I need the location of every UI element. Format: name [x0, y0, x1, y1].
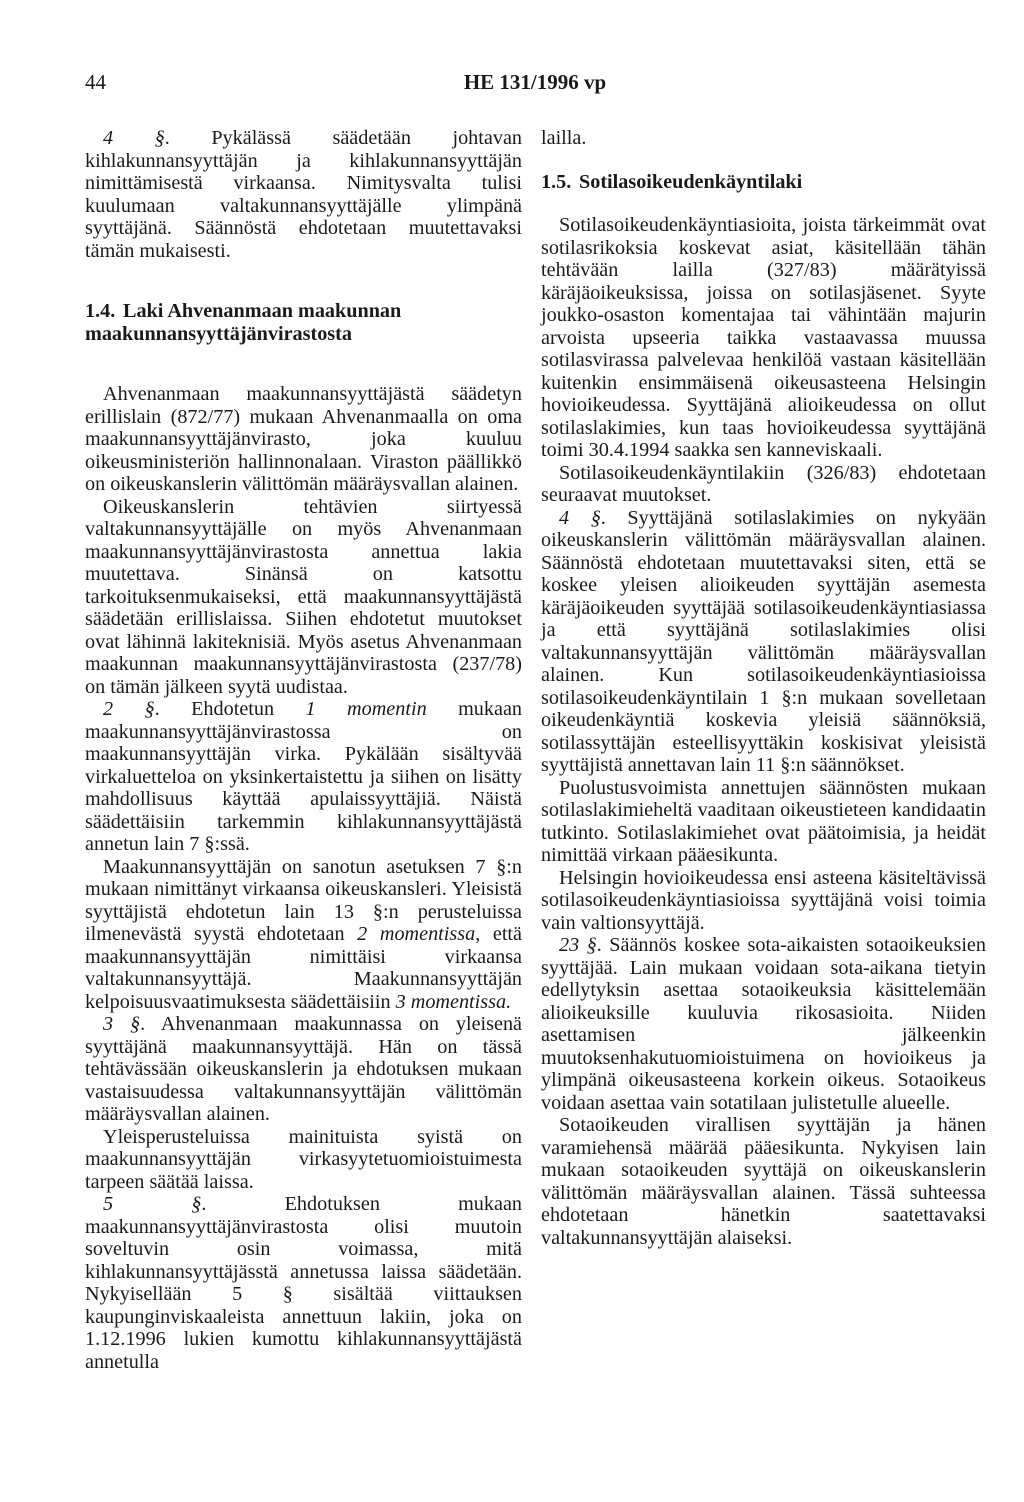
paragraph: Sotilasoikeudenkäyntilakiin (326/83) ehdotetaan seuraavat muutokset. [541, 461, 986, 506]
paragraph: Puolustusvoimista annettujen säännösten mukaan sotilaslakimieheltä vaaditaan oikeustieteen kandidaatin tutkinto. Sotilaslakimiehet ovat päätoimisia, ja heidät nimittää virkaan pääesikunta. [541, 776, 986, 866]
paragraph: Ahvenanmaan maakunnansyyttäjästä säädetyn erillislain (872/77) mukaan Ahvenanmaalla on oma maakunnansyyttäjänvirasto, joka kuuluu oikeusministeriön hallinnonalaan. Viraston päällikkö on oikeuskanslerin välittömän määräysvallan alainen. [85, 383, 522, 495]
paragraph: Yleisperusteluissa mainituista syistä on maakunnansyyttäjän virkasyytetuomioistuimesta tarpeen säätää laissa. [85, 1125, 522, 1193]
paragraph: Sotaoikeuden virallisen syyttäjän ja hänen varamiehensä määrää pääesikunta. Nykyisen lain mukaan sotaoikeuden syyttäjä on oikeuskanslerin välittömän määräysvallan alainen. Tässä suhteessa ehdotetaan hänetkin saatettavaksi valtakunnansyyttäjän alaiseksi. [541, 1114, 986, 1249]
italic-reference: 2 momentissa, [357, 923, 481, 945]
heading-number: 1.5. [541, 170, 572, 193]
section-mark: 23 § [559, 934, 597, 956]
paragraph-2-section: 2 §. Ehdotetun 1 momentin mukaan maakunnansyyttäjänvirastossa on maakunnansyyttäjän virka. Pykälään sisältyvää virkaluetteloa on yksinkertaistettu ja siihen on lisätty mahdollisuus käyttää apulaissyyttäjiä. Näistä säädettäisiin tarkemmin kihlakunnansyyttäjästä annetun lain 7 §:ssä. [85, 698, 523, 855]
section-mark: 5 § [103, 1193, 202, 1215]
section-heading-1-5 [541, 171, 986, 194]
section-mark: 2 § [103, 698, 155, 720]
section-mark: 4 § [103, 127, 165, 149]
heading-number: 1.4. [85, 300, 116, 322]
paragraph: Maakunnansyyttäjän on sanotun asetuksen 7 §:n mukaan nimittänyt virkaansa oikeuskansleri. Yleisistä syyttäjistä ehdotetun lain 13 §:n perusteluissa ilmenevästä syystä ehdotetaan 2 momentissa, että maakunnansyyttäjän nimittäisi virkaansa valtakunnansyyttäjä. Maakunnansyyttäjän kelpoisuusvaatimuksesta säädettäisiin 3 momentissa. [85, 855, 522, 1013]
document-id: HE 131/1996 vp [463, 70, 607, 94]
italic-reference: 3 momentissa. [395, 990, 512, 1013]
continuation-text: lailla. [541, 127, 587, 149]
paragraph-23-section: 23 §. Säännös koskee sota-aikaisten sotaoikeuksien syyttäjää. Lain mukaan voidaan sota-aikana tietyin edellytyksin asettaa sotaoikeuksia käsittelemään alioikeuksille kuuluvia rikosasioita. Niiden asettamisen jälkeenkin muutoksenhakutuomioistuimena on hovioikeus ja ylimpänä oikeusasteena korkein oikeus. Sotaoikeus voidaan asettaa vain sotatilaan julistetulle alueelle. [541, 934, 986, 1114]
section-heading-1-4 [85, 300, 522, 345]
heading-text: Sotilasoikeudenkäyntilaki [579, 170, 803, 193]
italic-reference: 1 momentin [305, 698, 427, 720]
page-header [85, 70, 985, 100]
paragraph: Helsingin hovioikeudessa ensi asteena käsiteltävissä sotilasoikeudenkäyntiasioissa syyttäjänä voisi toimia vain valtionsyyttäjä. [541, 866, 986, 934]
right-column [541, 127, 986, 1249]
heading-text: Laki Ahvenanmaan maakunnan maakunnansyyttäjänvirastosta [85, 300, 402, 345]
paragraph: Sotilasoikeudenkäyntiasioita, joista tärkeimmät ovat sotilasrikoksia koskevat asiat, käsitellään tähän tehtävään lailla (327/83) määrätyissä käräjäoikeuksissa, joissa on sotilasjäsenet. Syyte joukko-osaston komentajaa tai vähintään majurin arvoista upseeria taikka vastaavassa muussa sotilasvirassa palvelevaa henkilöä vastaan käsitellään kuitenkin ensimmäisenä oikeusasteena Helsingin hovioikeudessa. Syyttäjänä alioikeudessa on ollut sotilaslakimies, kun taas hovioikeudessa syyttäjänä toimi 30.4.1994 saakka sen kanneviskaali. [541, 214, 986, 461]
section-mark: 4 § [559, 506, 601, 529]
left-column [85, 127, 522, 1373]
paragraph: Oikeuskanslerin tehtävien siirtyessä valtakunnansyyttäjälle on myös Ahvenanmaan maakunnansyyttäjänvirastosta annettua lakia muutettava. Sinänsä on katsottu tarkoituksenmukaiseksi, että maakunnansyyttäjästä säädetään erillislaissa. Siihen ehdotetut muutokset ovat lähinnä lakiteknisiä. Myös asetus Ahvenanmaan maakunnan maakunnansyyttäjänvirastosta (237/78) on tämän jälkeen syytä uudistaa. [85, 495, 522, 698]
page-number: 44 [85, 70, 106, 94]
paragraph-5-section: 5 §. Ehdotuksen mukaan maakunnansyyttäjänvirastosta olisi muutoin soveltuvin osin voimassa, mitä kihlakunnansyyttäjässtä annetussa laissa säädetään. Nykyisellään 5 § sisältää viittauksen kaupunginviskaaleista annettuun lakiin, joka on 1.12.1996 lukien kumottu kihlakunnansyyttäjästä annetulla [85, 1193, 522, 1373]
section-mark: 3 § [103, 1013, 141, 1035]
paragraph-3-section: 3 §. Ahvenanmaan maakunnassa on yleisenä syyttäjänä maakunnansyyttäjä. Hän on tässä tehtävässään oikeuskanslerin ja ehdotuksen mukaan vastaisuudessa valtakunnansyyttäjän välittömän määräysvallan alainen. [85, 1013, 523, 1125]
paragraph-4-section [85, 127, 522, 262]
paragraph-4-section: 4 §. Syyttäjänä sotilaslakimies on nykyään oikeuskanslerin välittömän määräysvallan alainen. Säännöstä ehdotetaan muutettavaksi siten, että se koskee yleisen alioikeuden syyttäjän asemesta käräjäoikeuden syyttäjää sotilasoikeudenkäyntiasiassa ja että syyttäjänä sotilaslakimies olisi valtakunnansyyttäjän välittömän määräysvallan alainen. Kun sotilasoikeudenkäyntiasioissa sotilasoikeudenkäyntilain 1 §:n mukaan sovelletaan oikeudenkäyntiä koskevia yleisiä säännöksiä, sotilassyttäjän esteellisyyttäkin koskisivat yleisistä syyttäjistä annettavan lain 11 §:n säännökset. [541, 506, 986, 776]
paragraph-text: . Pykälässä säädetään johtavan kihlakunnansyyttäjän ja kihlakunnansyyttäjän nimittämisestä virkaansa. Nimitysvalta tulisi kuulumaan valtakunnansyyttäjälle ylimpänä syyttäjänä. Säännöstä ehdotetaan muutettavaksi tämän mukaisesti. [85, 127, 522, 262]
